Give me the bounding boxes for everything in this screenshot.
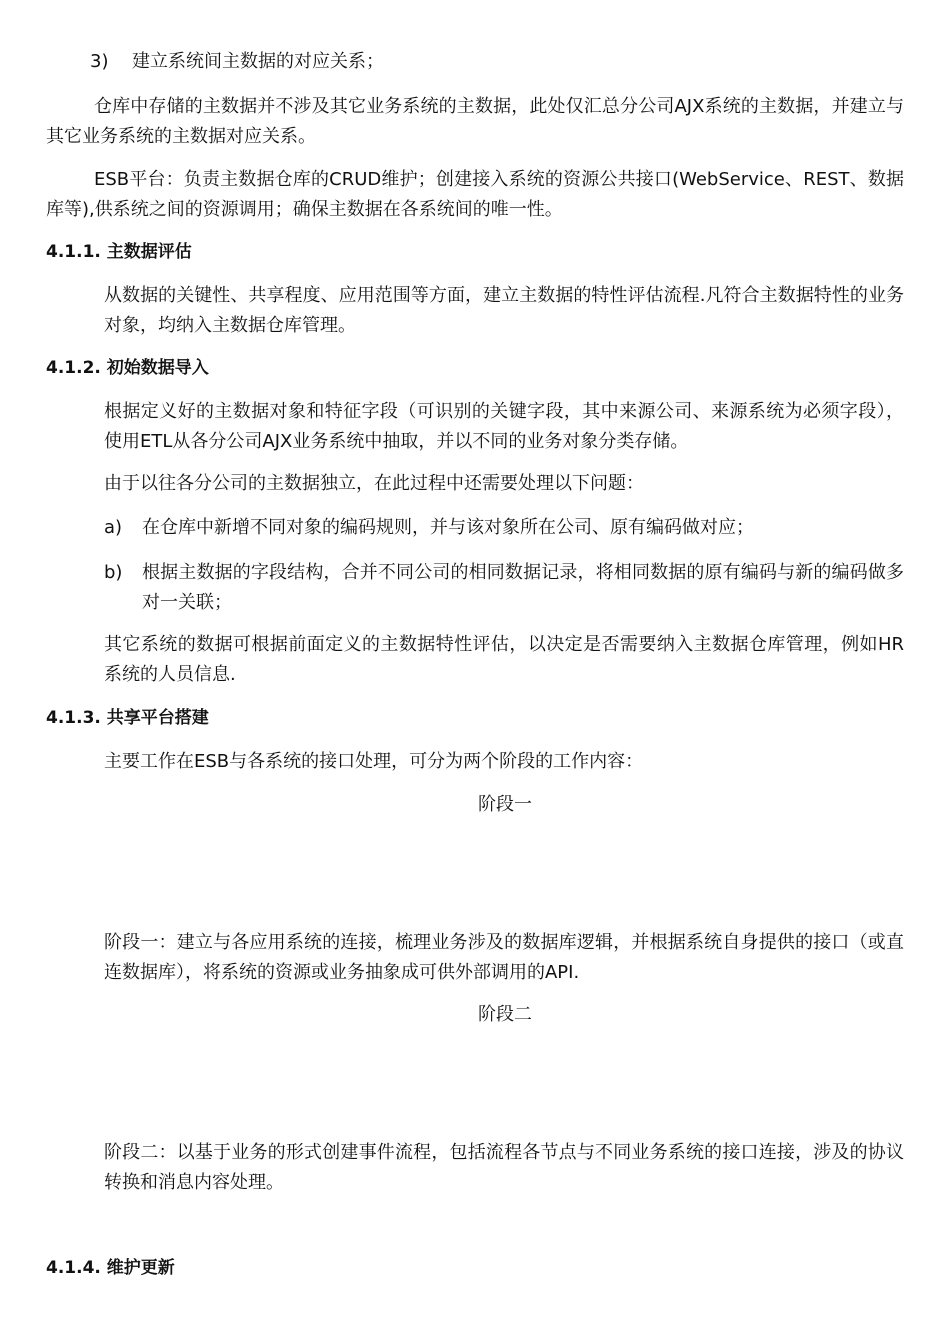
- stage-two-figure: [104, 1035, 904, 1135]
- list-marker-a: a): [104, 517, 123, 538]
- list-item-3: 建立系统间主数据的对应关系；: [132, 51, 384, 72]
- section-heading-4-1-4: 4.1.4. 维护更新: [46, 1258, 175, 1278]
- list-marker-b: b): [104, 562, 123, 583]
- paragraph-warehouse: 仓库中存储的主数据并不涉及其它业务系统的主数据，此处仅汇总分公司AJX系统的主数据，并建立与其它业务系统的主数据对应关系。: [46, 96, 904, 147]
- paragraph-shared-platform: 主要工作在ESB与各系统的接口处理，可分为两个阶段的工作内容：: [104, 751, 644, 772]
- paragraph-stage-one: 阶段一：建立与各应用系统的连接，梳理业务涉及的数据库逻辑，并根据系统自身提供的接口（或直连数据库），将系统的资源或业务抽象成可供外部调用的API.: [104, 932, 904, 983]
- paragraph-esb: ESB平台：负责主数据仓库的CRUD维护；创建接入系统的资源公共接口(WebService、REST、数据库等),供系统之间的资源调用；确保主数据在各系统间的唯一性。: [46, 169, 904, 220]
- paragraph-stage-two: 阶段二：以基于业务的形式创建事件流程，包括流程各节点与不同业务系统的接口连接，涉及的协议转换和消息内容处理。: [104, 1142, 904, 1193]
- list-item-b: 根据主数据的字段结构，合并不同公司的相同数据记录，将相同数据的原有编码与新的编码做多对一关联；: [142, 562, 904, 613]
- stage-one-caption: 阶段一: [478, 794, 532, 815]
- list-item-a: 在仓库中新增不同对象的编码规则，并与该对象所在公司、原有编码做对应；: [142, 517, 754, 538]
- list-marker-3: 3): [90, 51, 109, 72]
- section-heading-4-1-2: 4.1.2. 初始数据导入: [46, 358, 209, 378]
- paragraph-import: 根据定义好的主数据对象和特征字段（可识别的关键字段，其中来源公司、来源系统为必须字段），使用ETL从各分公司AJX业务系统中抽取，并以不同的业务对象分类存储。: [104, 401, 904, 452]
- section-heading-4-1-3: 4.1.3. 共享平台搭建: [46, 708, 209, 728]
- paragraph-other-systems: 其它系统的数据可根据前面定义的主数据特性评估，以决定是否需要纳入主数据仓库管理，例如HR系统的人员信息.: [104, 634, 904, 685]
- section-heading-4-1-1: 4.1.1. 主数据评估: [46, 242, 192, 262]
- stage-two-caption: 阶段二: [478, 1004, 532, 1025]
- paragraph-evaluation: 从数据的关键性、共享程度、应用范围等方面，建立主数据的特性评估流程.凡符合主数据特性的业务对象，均纳入主数据仓库管理。: [104, 285, 904, 336]
- paragraph-issues: 由于以往各分公司的主数据独立，在此过程中还需要处理以下问题：: [104, 473, 644, 494]
- stage-one-figure: [104, 825, 904, 925]
